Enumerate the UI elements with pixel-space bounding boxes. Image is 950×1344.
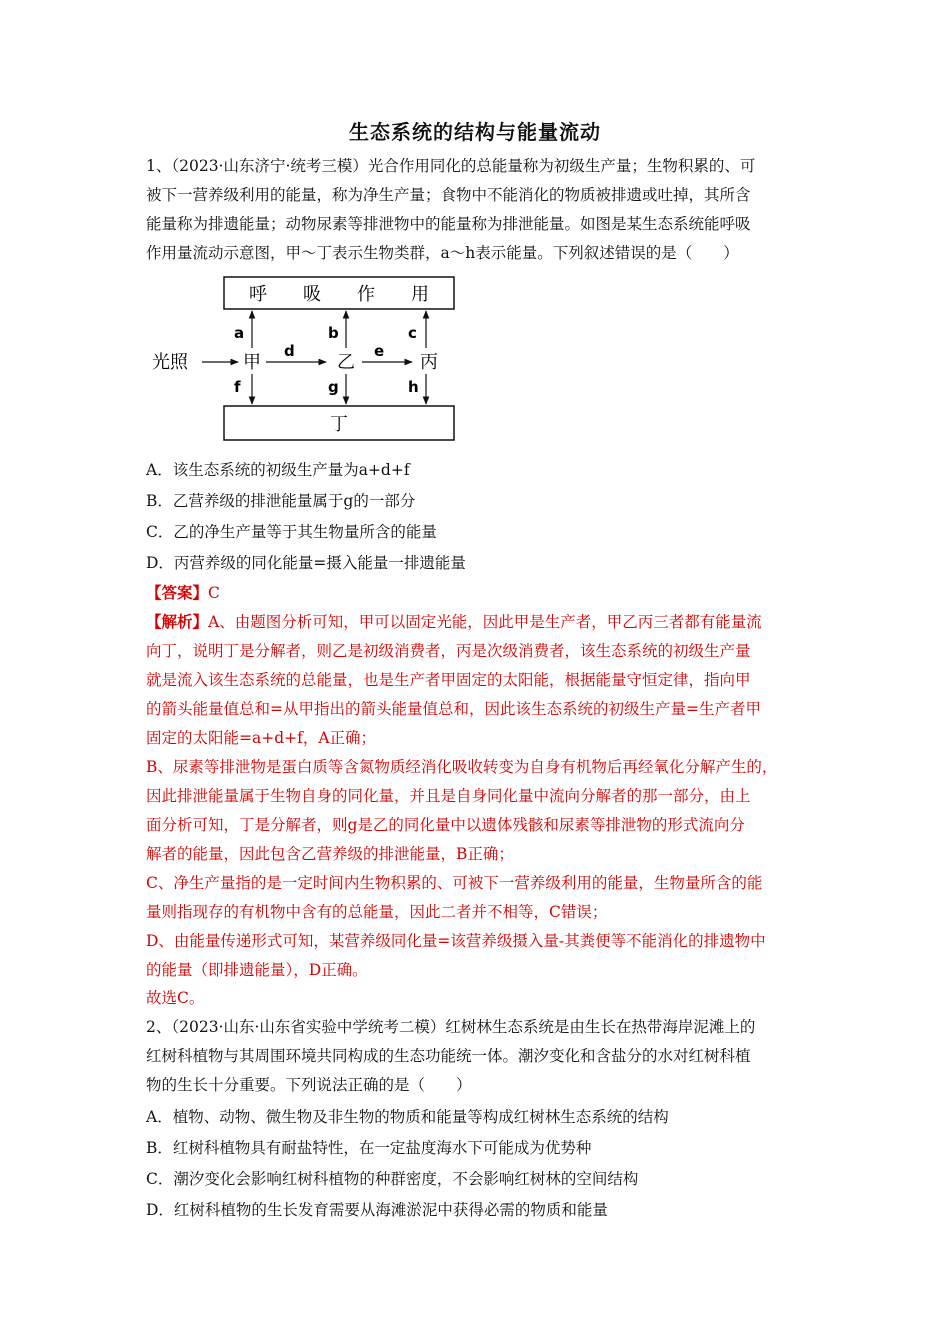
q1-option-a: A．该生态系统的初级生产量为a+d+f	[146, 461, 410, 479]
analysis-line: 的能量（即排遗能量），D正确。	[146, 961, 368, 979]
energy-flow-diagram	[146, 270, 466, 450]
node-bing: 丙	[420, 352, 438, 373]
answer-tag: 【答案】	[146, 583, 209, 602]
analysis-line: 向丁，说明丁是分解者，则乙是初级消费者，丙是次级消费者，该生态系统的初级生产量	[146, 642, 751, 660]
analysis-line-1	[146, 612, 762, 632]
q2-option-b: B．红树科植物具有耐盐特性，在一定盐度海水下可能成为优势种	[146, 1139, 592, 1157]
q1-option-c: C．乙的净生产量等于其生物量所含的能量	[146, 523, 437, 541]
q2-stem-line-3: 物的生长十分重要。下列说法正确的是（ ）	[146, 1076, 472, 1094]
analysis-line: 面分析可知，丁是分解者，则g是乙的同化量中以遗体残骸和尿素等排泄物的形式流向分	[146, 816, 745, 834]
q1-stem-line-3: 能量称为排遗能量；动物尿素等排泄物中的能量称为排泄能量。如图是某生态系统能呼吸	[146, 215, 751, 233]
light-label: 光照	[152, 352, 188, 373]
label-c: c	[408, 324, 417, 342]
q2-option-c: C．潮汐变化会影响红树科植物的种群密度，不会影响红树林的空间结构	[146, 1170, 639, 1188]
analysis-first-text: A、由题图分析可知，甲可以固定光能，因此甲是生产者，甲乙丙三者都有能量流	[208, 613, 762, 631]
node-jia: 甲	[243, 352, 261, 373]
q2-option-d: D．红树科植物的生长发育需要从海滩淤泥中获得必需的物质和能量	[146, 1201, 608, 1219]
analysis-line: C、净生产量指的是一定时间内生物积累的、可被下一营养级利用的能量，生物量所含的能	[146, 874, 763, 892]
q1-option-d: D．丙营养级的同化能量=摄入能量一排遗能量	[146, 554, 466, 572]
decomposer-label: 丁	[330, 414, 348, 435]
q1-stem-line-2: 被下一营养级利用的能量，称为净生产量；食物中不能消化的物质被排遗或吐掉，其所含	[146, 186, 751, 204]
label-d: d	[284, 342, 295, 360]
analysis-line: D、由能量传递形式可知，某营养级同化量=该营养级摄入量-其粪便等不能消化的排遗物中	[146, 932, 766, 950]
label-f: f	[234, 378, 241, 396]
label-g: g	[328, 378, 339, 396]
analysis-tag: 【解析】	[146, 612, 209, 631]
page-title: 生态系统的结构与能量流动	[349, 120, 601, 144]
q1-option-b: B．乙营养级的排泄能量属于g的一部分	[146, 492, 416, 510]
analysis-line: 因此排泄能量属于生物自身的同化量，并且是自身同化量中流向分解者的那一部分，由上	[146, 787, 751, 805]
answer-value: C	[208, 584, 220, 602]
label-b: b	[328, 324, 339, 342]
analysis-line: 的箭头能量值总和=从甲指出的箭头能量值总和，因此该生态系统的初级生产量=生产者甲	[146, 700, 761, 718]
label-a: a	[234, 324, 245, 342]
q2-stem-line-1: 2、（2023·山东·山东省实验中学统考二模）红树林生态系统是由生长在热带海岸泥滩上的	[146, 1018, 756, 1036]
node-yi: 乙	[337, 352, 355, 373]
analysis-line: B、尿素等排泄物是蛋白质等含氮物质经消化吸收转变为自身有机物后再经氧化分解产生的，	[146, 758, 778, 776]
q1-stem-line-1: 1、（2023·山东济宁·统考三模）光合作用同化的总能量称为初级生产量；生物积累的、可	[146, 157, 756, 175]
q1-answer-line	[146, 583, 220, 603]
q1-stem-line-4: 作用量流动示意图，甲～丁表示生物类群，a～h表示能量。下列叙述错误的是（ ）	[146, 244, 739, 262]
respiration-label: 呼 吸 作 用	[249, 284, 429, 305]
analysis-line: 就是流入该生态系统的总能量，也是生产者甲固定的太阳能，根据能量守恒定律，指向甲	[146, 671, 751, 689]
analysis-line: 解者的能量，因此包含乙营养级的排泄能量，B正确；	[146, 845, 514, 863]
q2-stem-line-2: 红树科植物与其周围环境共同构成的生态功能统一体。潮汐变化和含盐分的水对红树科植	[146, 1047, 751, 1065]
q2-option-a: A．植物、动物、微生物及非生物的物质和能量等构成红树林生态系统的结构	[146, 1108, 669, 1126]
label-e: e	[374, 342, 385, 360]
analysis-conclusion: 故选C。	[146, 989, 205, 1007]
analysis-line: 量则指现存的有机物中含有的总能量，因此二者并不相等，C错误；	[146, 903, 608, 921]
label-h: h	[408, 378, 419, 396]
analysis-line: 固定的太阳能=a+d+f，A正确；	[146, 729, 377, 747]
